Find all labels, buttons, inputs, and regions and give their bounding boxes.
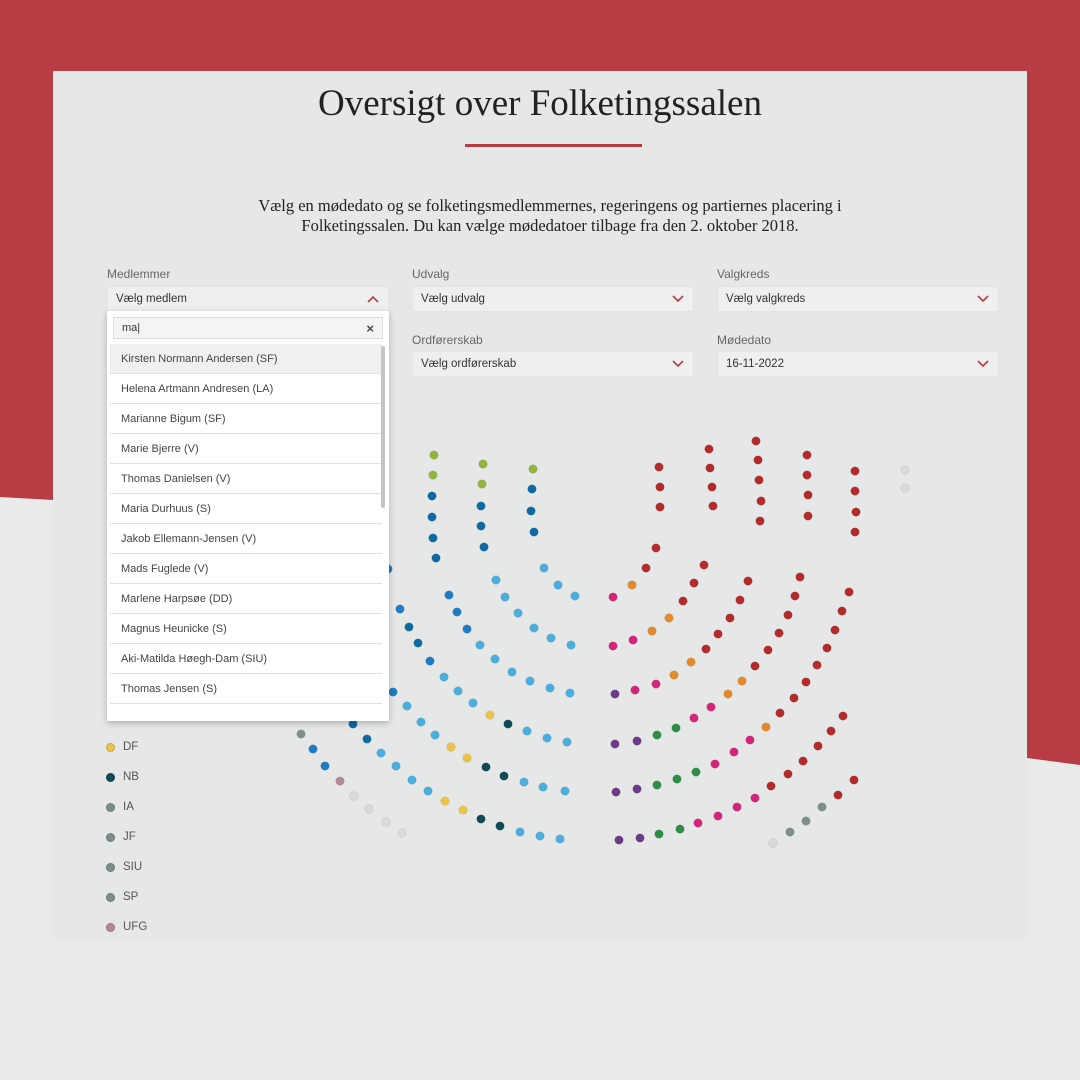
- seat-dot[interactable]: [540, 564, 549, 573]
- seat-dot[interactable]: [838, 607, 847, 616]
- seat-dot[interactable]: [445, 591, 454, 600]
- seat-dot[interactable]: [751, 662, 760, 671]
- seat-dot[interactable]: [536, 832, 545, 841]
- legend-label: NB: [123, 771, 139, 783]
- seat-dot[interactable]: [769, 839, 778, 848]
- seat-dot[interactable]: [823, 644, 832, 653]
- seat-dot[interactable]: [463, 625, 472, 634]
- constituency-label: Valgkreds: [717, 267, 770, 281]
- member-option[interactable]: Marianne Bigum (SF): [110, 404, 382, 434]
- seat-dot[interactable]: [631, 686, 640, 695]
- seat-dot[interactable]: [398, 829, 407, 838]
- seat-dot[interactable]: [403, 702, 412, 711]
- chevron-down-icon: [671, 292, 685, 306]
- seat-dot[interactable]: [653, 781, 662, 790]
- seat-dot[interactable]: [802, 678, 811, 687]
- seat-dot[interactable]: [431, 731, 440, 740]
- constituency-select-value: Vælg valgkreds: [726, 293, 806, 305]
- seat-dot[interactable]: [802, 817, 811, 826]
- seat-dot[interactable]: [679, 597, 688, 606]
- seat-dot[interactable]: [543, 734, 552, 743]
- seat-dot[interactable]: [429, 534, 438, 543]
- legend-item[interactable]: [106, 882, 147, 912]
- seat-dot[interactable]: [479, 460, 488, 469]
- seat-dot[interactable]: [692, 768, 701, 777]
- seat-dot[interactable]: [652, 680, 661, 689]
- seat-dot[interactable]: [609, 593, 618, 602]
- seat-dot[interactable]: [405, 623, 414, 632]
- seat-dot[interactable]: [665, 614, 674, 623]
- seat-dot[interactable]: [530, 528, 539, 537]
- seat-dot[interactable]: [492, 576, 501, 585]
- seat-dot[interactable]: [504, 720, 513, 729]
- legend-item[interactable]: [106, 792, 147, 822]
- seat-dot[interactable]: [501, 593, 510, 602]
- seat-dot[interactable]: [571, 592, 580, 601]
- member-search-value: ma|: [122, 322, 141, 334]
- seat-dot[interactable]: [392, 762, 401, 771]
- seat-dot[interactable]: [901, 466, 910, 475]
- seat-dot[interactable]: [430, 451, 439, 460]
- seat-dot[interactable]: [336, 777, 345, 786]
- members-label: Medlemmer: [107, 267, 171, 281]
- seat-dot[interactable]: [546, 684, 555, 693]
- seat-dot[interactable]: [396, 605, 405, 614]
- seat-dot[interactable]: [827, 727, 836, 736]
- seat-dot[interactable]: [744, 577, 753, 586]
- members-select[interactable]: [107, 286, 389, 312]
- seat-dot[interactable]: [426, 657, 435, 666]
- seat-dot[interactable]: [814, 742, 823, 751]
- seat-dot[interactable]: [851, 528, 860, 537]
- seat-dot[interactable]: [764, 646, 773, 655]
- seat-dot[interactable]: [839, 712, 848, 721]
- seat-dot[interactable]: [784, 770, 793, 779]
- constituency-select[interactable]: [717, 286, 999, 312]
- seat-dot[interactable]: [567, 641, 576, 650]
- seat-dot[interactable]: [754, 456, 763, 465]
- seat-dot[interactable]: [477, 522, 486, 531]
- legend-label: IA: [123, 801, 134, 813]
- seat-dot[interactable]: [670, 671, 679, 680]
- committee-label: Udvalg: [412, 267, 450, 281]
- seat-dot[interactable]: [496, 822, 505, 831]
- seat-dot[interactable]: [523, 727, 532, 736]
- legend-item[interactable]: [106, 912, 147, 942]
- seat-dot[interactable]: [554, 581, 563, 590]
- seat-dot[interactable]: [656, 503, 665, 512]
- seat-dot[interactable]: [851, 487, 860, 496]
- dropdown-scrollbar[interactable]: [381, 346, 385, 508]
- legend-dot: [106, 833, 115, 842]
- legend-label: UFG: [123, 921, 148, 933]
- seat-dot[interactable]: [486, 711, 495, 720]
- seat-dot[interactable]: [432, 554, 441, 563]
- seat-dot[interactable]: [453, 608, 462, 617]
- legend-item[interactable]: [106, 822, 147, 852]
- member-option[interactable]: Thomas Jensen (S): [110, 674, 382, 704]
- seat-dot[interactable]: [547, 634, 556, 643]
- seat-dot[interactable]: [382, 818, 391, 827]
- seat-dot[interactable]: [350, 792, 359, 801]
- seat-dot[interactable]: [440, 673, 449, 682]
- seat-dot[interactable]: [711, 760, 720, 769]
- seat-dot[interactable]: [655, 830, 664, 839]
- seat-dot[interactable]: [309, 745, 318, 754]
- member-option[interactable]: Marlene Harpsøe (DD): [110, 584, 382, 614]
- seat-dot[interactable]: [648, 627, 657, 636]
- seat-dot[interactable]: [478, 480, 487, 489]
- seat-dot[interactable]: [752, 437, 761, 446]
- seat-dot[interactable]: [708, 483, 717, 492]
- seat-dot[interactable]: [687, 658, 696, 667]
- seat-dot[interactable]: [556, 835, 565, 844]
- seat-dot[interactable]: [733, 803, 742, 812]
- member-option[interactable]: Maria Durhuus (S): [110, 494, 382, 524]
- seat-dot[interactable]: [762, 723, 771, 732]
- seat-dot[interactable]: [297, 730, 306, 739]
- seat-dot[interactable]: [786, 828, 795, 837]
- seat-dot[interactable]: [429, 471, 438, 480]
- seat-dot[interactable]: [642, 564, 651, 573]
- close-icon[interactable]: ×: [366, 320, 374, 336]
- spokesperson-label: Ordførerskab: [412, 333, 483, 347]
- seat-dot[interactable]: [633, 785, 642, 794]
- seat-dot[interactable]: [714, 812, 723, 821]
- seat-dot[interactable]: [615, 836, 624, 845]
- seat-dot[interactable]: [694, 819, 703, 828]
- seat-dot[interactable]: [705, 445, 714, 454]
- seat-dot[interactable]: [566, 689, 575, 698]
- legend-dot: [106, 773, 115, 782]
- member-option[interactable]: Jakob Ellemann-Jensen (V): [110, 524, 382, 554]
- seat-dot[interactable]: [791, 592, 800, 601]
- seat-dot[interactable]: [447, 743, 456, 752]
- seat-dot[interactable]: [424, 787, 433, 796]
- seat-dot[interactable]: [500, 772, 509, 781]
- seat-dot[interactable]: [526, 677, 535, 686]
- member-option[interactable]: Mads Fuglede (V): [110, 554, 382, 584]
- seat-dot[interactable]: [561, 787, 570, 796]
- seat-dot[interactable]: [736, 596, 745, 605]
- seat-dot[interactable]: [508, 668, 517, 677]
- seat-dot[interactable]: [482, 763, 491, 772]
- member-option[interactable]: Magnus Heunicke (S): [110, 614, 382, 644]
- seat-dot[interactable]: [818, 803, 827, 812]
- meeting-date-select[interactable]: [717, 351, 999, 377]
- seat-dot[interactable]: [834, 791, 843, 800]
- seat-dot[interactable]: [784, 611, 793, 620]
- seat-dot[interactable]: [611, 690, 620, 699]
- seat-dot[interactable]: [633, 737, 642, 746]
- seat-dot[interactable]: [706, 464, 715, 473]
- seat-dot[interactable]: [477, 502, 486, 511]
- seat-dot[interactable]: [676, 825, 685, 834]
- seat-dot[interactable]: [702, 645, 711, 654]
- seat-dot[interactable]: [724, 690, 733, 699]
- legend-dot: [106, 893, 115, 902]
- seat-dot[interactable]: [690, 714, 699, 723]
- seat-dot[interactable]: [527, 507, 536, 516]
- seat-dot[interactable]: [799, 757, 808, 766]
- seat-dot[interactable]: [738, 677, 747, 686]
- spokesperson-select-value: Vælg ordførerskab: [421, 358, 517, 370]
- seat-dot[interactable]: [804, 512, 813, 521]
- seat-dot[interactable]: [851, 467, 860, 476]
- seat-dot[interactable]: [767, 782, 776, 791]
- committee-select-value: Vælg udvalg: [421, 293, 485, 305]
- seat-dot[interactable]: [428, 492, 437, 501]
- seat-dot[interactable]: [520, 778, 529, 787]
- seat-dot[interactable]: [803, 451, 812, 460]
- seat-dot[interactable]: [852, 508, 861, 517]
- seat-dot[interactable]: [539, 783, 548, 792]
- seat-dot[interactable]: [776, 709, 785, 718]
- seat-dot[interactable]: [746, 736, 755, 745]
- members-select-value: Vælg medlem: [116, 293, 187, 305]
- seat-dot[interactable]: [476, 641, 485, 650]
- legend-label: DF: [123, 741, 139, 753]
- seat-dot[interactable]: [321, 762, 330, 771]
- seat-dot[interactable]: [636, 834, 645, 843]
- seat-dot[interactable]: [514, 609, 523, 618]
- seat-dot[interactable]: [454, 687, 463, 696]
- chevron-down-icon: [671, 357, 685, 371]
- member-option[interactable]: Thomas Danielsen (V): [110, 464, 382, 494]
- seat-dot[interactable]: [414, 639, 423, 648]
- legend-label: SP: [123, 891, 139, 903]
- seat-dot[interactable]: [714, 630, 723, 639]
- seat-dot[interactable]: [563, 738, 572, 747]
- seat-dot[interactable]: [609, 642, 618, 651]
- seat-dot[interactable]: [377, 749, 386, 758]
- seat-dot[interactable]: [813, 661, 822, 670]
- meeting-date-select-value: 16-11-2022: [726, 358, 784, 370]
- seat-dot[interactable]: [804, 491, 813, 500]
- seat-dot[interactable]: [755, 476, 764, 485]
- legend-dot: [106, 743, 115, 752]
- seat-dot[interactable]: [612, 788, 621, 797]
- seat-dot[interactable]: [831, 626, 840, 635]
- seat-dot[interactable]: [757, 497, 766, 506]
- seat-dot[interactable]: [690, 579, 699, 588]
- member-search-input[interactable]: [113, 317, 383, 339]
- seat-dot[interactable]: [756, 517, 765, 526]
- seat-dot[interactable]: [529, 465, 538, 474]
- seat-dot[interactable]: [901, 484, 910, 493]
- seat-dot[interactable]: [428, 513, 437, 522]
- member-option[interactable]: Helena Artmann Andresen (LA): [110, 374, 382, 404]
- seat-dot[interactable]: [628, 581, 637, 590]
- legend-label: SIU: [123, 861, 143, 873]
- seat-dot[interactable]: [796, 573, 805, 582]
- seat-dot[interactable]: [530, 624, 539, 633]
- seat-dot[interactable]: [469, 699, 478, 708]
- seat-dot[interactable]: [477, 815, 486, 824]
- seat-dot[interactable]: [528, 485, 537, 494]
- legend-item[interactable]: [106, 852, 147, 882]
- legend-dot: [106, 803, 115, 812]
- member-option-list: [110, 344, 382, 704]
- seat-dot[interactable]: [463, 754, 472, 763]
- seat-dot[interactable]: [655, 463, 664, 472]
- legend-item[interactable]: [106, 762, 147, 792]
- members-dropdown: [107, 311, 389, 721]
- member-option[interactable]: Aki-Matilda Høegh-Dam (SIU): [110, 644, 382, 674]
- legend-label: JF: [123, 831, 136, 843]
- seat-dot[interactable]: [652, 544, 661, 553]
- spokesperson-select[interactable]: [412, 351, 694, 377]
- seat-dot[interactable]: [751, 794, 760, 803]
- seat-dot[interactable]: [611, 740, 620, 749]
- seat-dot[interactable]: [730, 748, 739, 757]
- chevron-up-icon: [366, 292, 380, 306]
- seat-dot[interactable]: [441, 797, 450, 806]
- chevron-down-icon: [976, 357, 990, 371]
- seat-dot[interactable]: [365, 805, 374, 814]
- seat-dot[interactable]: [629, 636, 638, 645]
- chevron-down-icon: [976, 292, 990, 306]
- seat-dot[interactable]: [707, 703, 716, 712]
- member-option[interactable]: Kirsten Normann Andersen (SF): [110, 344, 382, 374]
- seat-dot[interactable]: [672, 724, 681, 733]
- seat-dot[interactable]: [775, 629, 784, 638]
- seat-dot[interactable]: [790, 694, 799, 703]
- seat-dot[interactable]: [417, 718, 426, 727]
- member-option[interactable]: Marie Bjerre (V): [110, 434, 382, 464]
- seat-dot[interactable]: [408, 776, 417, 785]
- seat-dot[interactable]: [491, 655, 500, 664]
- legend-dot: [106, 863, 115, 872]
- seat-dot[interactable]: [709, 502, 718, 511]
- seat-dot[interactable]: [700, 561, 709, 570]
- legend-item[interactable]: [106, 732, 147, 762]
- seat-dot[interactable]: [845, 588, 854, 597]
- seat-dot[interactable]: [803, 471, 812, 480]
- legend-dot: [106, 923, 115, 932]
- seat-dot[interactable]: [389, 688, 398, 697]
- seat-dot[interactable]: [363, 735, 372, 744]
- seat-dot[interactable]: [656, 483, 665, 492]
- seat-dot[interactable]: [516, 828, 525, 837]
- meeting-date-label: Mødedato: [717, 333, 772, 347]
- seat-dot[interactable]: [459, 806, 468, 815]
- seat-dot[interactable]: [726, 614, 735, 623]
- page-title: Oversigt over Folketingssalen: [318, 83, 762, 124]
- committee-select[interactable]: [412, 286, 694, 312]
- party-legend: [106, 732, 147, 942]
- seat-dot[interactable]: [673, 775, 682, 784]
- seat-dot[interactable]: [653, 731, 662, 740]
- seat-dot[interactable]: [480, 543, 489, 552]
- intro-text: Vælg en mødedato og se folketingsmedlemmernes, regeringens og partiernes placering i Folketingssalen. Du kan vælge mødedatoer tilbage fra den 2. oktober 2018.: [258, 196, 842, 235]
- seat-dot[interactable]: [850, 776, 859, 785]
